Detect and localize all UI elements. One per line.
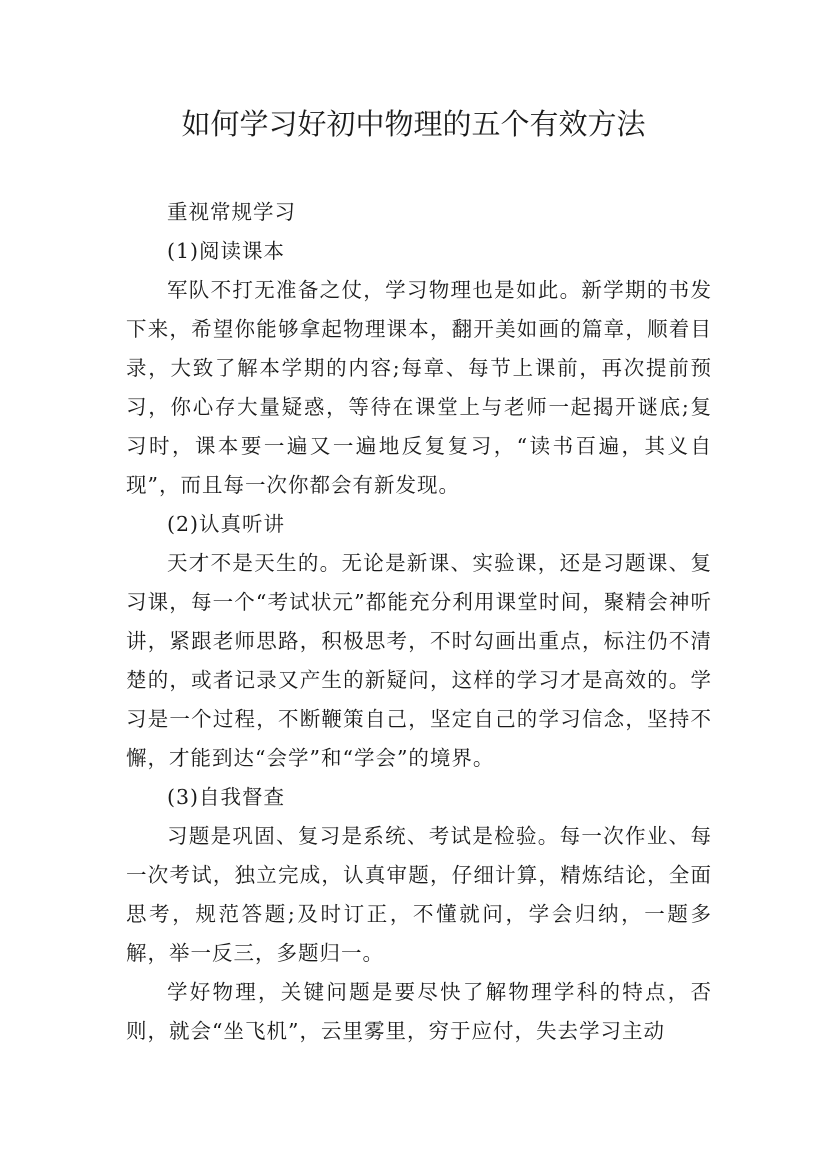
subsection-heading: (3)自我督查 bbox=[167, 785, 286, 809]
body-paragraph: 学好物理，关键问题是要尽快了解物理学科的特点，否则，就会“坐飞机”，云里雾里，穷于应付，失去学习主动 bbox=[126, 980, 712, 1043]
body-paragraph: 习题是巩固、复习是系统、考试是检验。每一次作业、每一次考试，独立完成，认真审题，仔细计算，精炼结论，全面思考，规范答题;及时订正，不懂就问，学会归纳，一题多解，举一反三，多题归一。 bbox=[126, 824, 712, 965]
body-paragraph: 天才不是天生的。无论是新课、实验课，还是习题课、复习课，每一个“考试状元”都能充分利用课堂时间，聚精会神听讲，紧跟老师思路，积极思考，不时勾画出重点，标注仍不清楚的，或者记录又产生的新疑问，这样的学习才是高效的。学习是一个过程，不断鞭策自己，坚定自己的学习信念，坚持不懈，才能到达“会学”和“学会”的境界。 bbox=[126, 551, 712, 770]
subsection-heading: (1)阅读课本 bbox=[167, 239, 286, 263]
section-heading: 重视常规学习 bbox=[167, 200, 296, 224]
subsection-heading: (2)认真听讲 bbox=[167, 512, 286, 536]
document-title: 如何学习好初中物理的五个有效方法 bbox=[181, 107, 646, 141]
document-body bbox=[126, 193, 712, 1051]
body-paragraph: 军队不打无准备之仗，学习物理也是如此。新学期的书发下来，希望你能够拿起物理课本，翻开美如画的篇章，顺着目录，大致了解本学期的内容;每章、每节上课前，再次提前预习，你心存大量疑惑，等待在课堂上与老师一起揭开谜底;复习时，课本要一遍又一遍地反复复习，“读书百遍，其义自现”，而且每一次你都会有新发现。 bbox=[126, 278, 712, 497]
